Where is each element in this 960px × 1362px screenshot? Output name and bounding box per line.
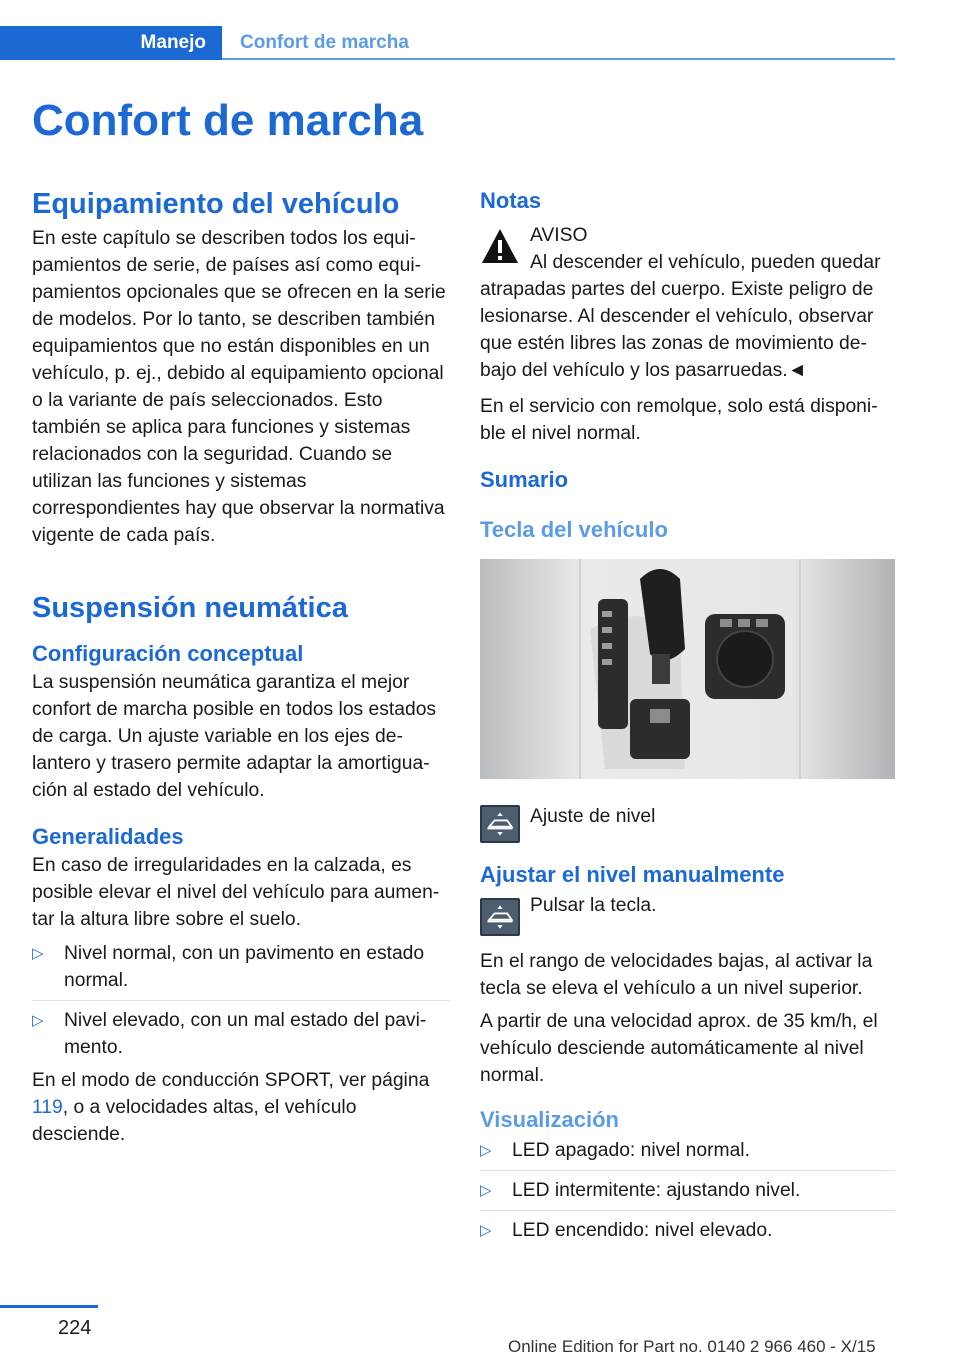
level-adjust-key-icon [480,898,520,936]
vehicle-key-heading: Tecla del vehículo [480,517,668,542]
level-key-caption: Ajuste de nivel [530,806,656,827]
display-list [480,1137,895,1244]
manual-text: Pulsar la tecla. [530,895,657,916]
center-console-image [480,559,895,779]
sport-text: En el modo de conducción SPORT, ver página 119, o a velocidades altas, el vehículo desciende. [32,1070,430,1145]
trailer-text: En el servicio con remolque, solo está disponible el nivel normal. [480,396,878,444]
concept-text: La suspensión neumática garantiza el mejor confort de marcha posible en todos los estados de carga. Un ajuste variable en los ejes delantero y trasero permite adaptar la amortiguación al estado del vehículo. [32,672,437,801]
triangle-bullet-icon: ▷ [480,1182,492,1199]
list-item: ▷ LED apagado: nivel normal. [480,1137,895,1164]
warning-triangle-icon [480,226,520,266]
warning-text: atrapadas partes del cuerpo. Existe peligro de lesionarse. Al descender el vehículo, observar que estén libres las zonas de movimiento debajo del vehículo y los pasarruedas.◄ [480,279,874,381]
general-text: En caso de irregularidades en la calzada, es posible elevar el nivel del vehículo para aumentar la altura libre sobre el suelo. [32,855,440,930]
list-item: ▷ LED encendido: nivel elevado. [480,1210,895,1244]
triangle-bullet-icon: ▷ [480,1142,492,1159]
left-column [32,186,450,1148]
summary-heading: Sumario [480,467,569,492]
header-rule [222,58,895,60]
concept-heading: Configuración conceptual [32,641,304,666]
level-list [32,940,450,1061]
warning-text-first: Al descender el vehículo, pueden quedar [530,252,881,273]
page-link-119[interactable]: 119 [32,1097,63,1118]
list-item: ▷ Nivel elevado, con un mal estado del pavimento. [32,1000,450,1061]
level-key-row [480,799,895,839]
notes-heading: Notas [480,188,542,213]
triangle-bullet-icon: ▷ [480,1222,492,1239]
triangle-bullet-icon: ▷ [32,945,44,962]
edition-note: Online Edition for Part no. 0140 2 966 460 - X/15 [508,1337,876,1356]
suspension-heading: Suspensión neumática [32,592,348,624]
equipment-heading: Equipamiento del vehículo [32,188,400,220]
footer-rule [0,1305,98,1308]
list-item: ▷ LED intermitente: ajustando nivel. [480,1170,895,1204]
speed-text: A partir de una velocidad aprox. de 35 km/h, el vehículo desciende automáticamente al nivel normal. [480,1011,878,1086]
header-chapter[interactable]: Manejo [0,26,222,60]
low-speed-text: En el rango de velocidades bajas, al activar la tecla se eleva el vehículo a un nivel superior. [480,951,873,999]
manual-key-row [480,892,895,932]
warning-block [480,222,895,384]
right-column [480,186,895,1250]
manual-heading: Ajustar el nivel manualmente [480,862,785,887]
warning-label: AVISO [530,225,588,246]
equipment-text: En este capítulo se describen todos los equipamientos de serie, de países así como equipamientos opcionales que se ofrecen en la serie de modelos. Por lo tanto, se describen también equipamientos que no están disponibles en un vehículo, p. ej., debido al equipamiento opcional o la variante de país seleccionados. Esto también se aplica para funciones y sistemas relacionados con la seguridad. Cuando se utilizan las funciones y sistemas correspondientes hay que observar la normativa vigente de cada país. [32,228,446,546]
triangle-bullet-icon: ▷ [32,1012,44,1029]
page-title: Confort de marcha [32,96,424,145]
display-heading: Visualización [480,1107,619,1132]
list-item: ▷ Nivel normal, con un pavimento en estado normal. [32,940,450,994]
level-adjust-key-icon [480,805,520,843]
general-heading: Generalidades [32,824,184,849]
page-number: 224 [58,1317,92,1339]
header-section[interactable]: Confort de marcha [240,32,409,53]
running-header [0,26,895,60]
